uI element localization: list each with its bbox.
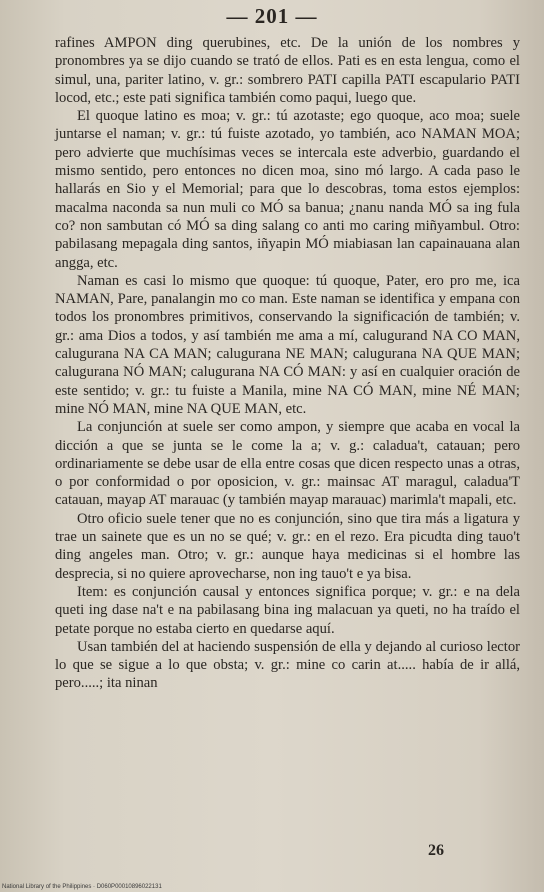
paragraph: Item: es conjunción causal y entonces significa porque; v. gr.: e na dela queti ing dase na't e na pabilasang bina ing malacuan ya queti, no ha traído el petate porque no estaba cierto en quedarse aquí. xyxy=(55,583,520,637)
page-body xyxy=(55,34,520,693)
library-footer: National Library of the Philippines · D060P00010896022131 xyxy=(2,884,162,890)
signature-mark: 26 xyxy=(428,842,444,859)
paragraph: Usan también del at haciendo suspensión de ella y dejando al curioso lector lo que se sigue a lo que obsta; v. gr.: mine co carin at..... había de ir allá, pero.....; ita ninan xyxy=(55,638,520,692)
page-number: — 201 — xyxy=(226,4,318,28)
paragraph: Otro oficio suele tener que no es conjunción, sino que tira más a ligatura y trae un sainete que es un no se qué; v. gr.: en el rezo. Era picudta ding tauo't ding angeles man. Otro; v. gr.: aunque haya medicinas si el hombre las desprecia, si no quiere aprovecharse, non ing tauo't e ya bisa. xyxy=(55,510,520,582)
paragraph: La conjunción at suele ser como ampon, y siempre que acaba en vocal la dicción a que se junta se le come la a; v. g.: caladua't, catauan; pero ordinariamente se debe usar de ella entre cosas que dicen respecto unas a otras, o por conformidad o por oposicion, v. gr.: mainsac AT maragul, caladua'T catauan, mayap AT marauac (y también mayap marauac) marimla't mapali, etc. xyxy=(55,419,520,509)
paragraph: El quoque latino es moa; v. gr.: tú azotaste; ego quoque, aco moa; suele juntarse el naman; v. gr.: tú fuiste azotado, yo también, aco NAMAN MOA; pero advierte que muchísimas veces se intercala este adverbio, guardando el mismo sentido, pero entonces no dicen moa, sino mó largo. A cada paso le hallarás en Sio y el Memorial; para que lo descobras, toma estos ejemplos: macalma naconda sa nun muli co MÓ sa banua; ¿nanu nanda MÓ sa ing fula co? non sambutan có MÓ sa ding salang co anti mo caring miñyambul. Otro: pabilasang mepagala ding santos, iñyapin MÓ miabiasan lan capainauana alan angga, etc. xyxy=(55,108,520,271)
paragraph: rafines AMPON ding querubines, etc. De la unión de los nombres y pronombres ya se dijo cuando se trató de ellos. Pati es en esta lengua, como el simul, una, pariter latino, v. gr.: sombrero PATI capilla PATI escapulario PATI locod, etc.; este pati significa también como paqui, luego que. xyxy=(55,35,520,106)
paragraph: Naman es casi lo mismo que quoque: tú quoque, Pater, ero pro me, ica NAMAN, Pare, panalangin mo co man. Este naman se identifica y empana con todos los pronombres primitivos, conservando la significación de también; v. gr.: ama Dios a todos, y así también me ama a mí, calugurand NA CO MAN, calugurana NA CA MAN; calugurana NE MAN; calugurana NA QUE MAN; calugurana NÓ MAN; calugurana NA CÓ MAN: y así en cualquier oración de este sentido; v. gr.: tu fuiste a Manila, mine NA CÓ MAN, mine NÉ MAN; mine NÓ MAN, mine NA QUE MAN, etc. xyxy=(55,272,520,417)
